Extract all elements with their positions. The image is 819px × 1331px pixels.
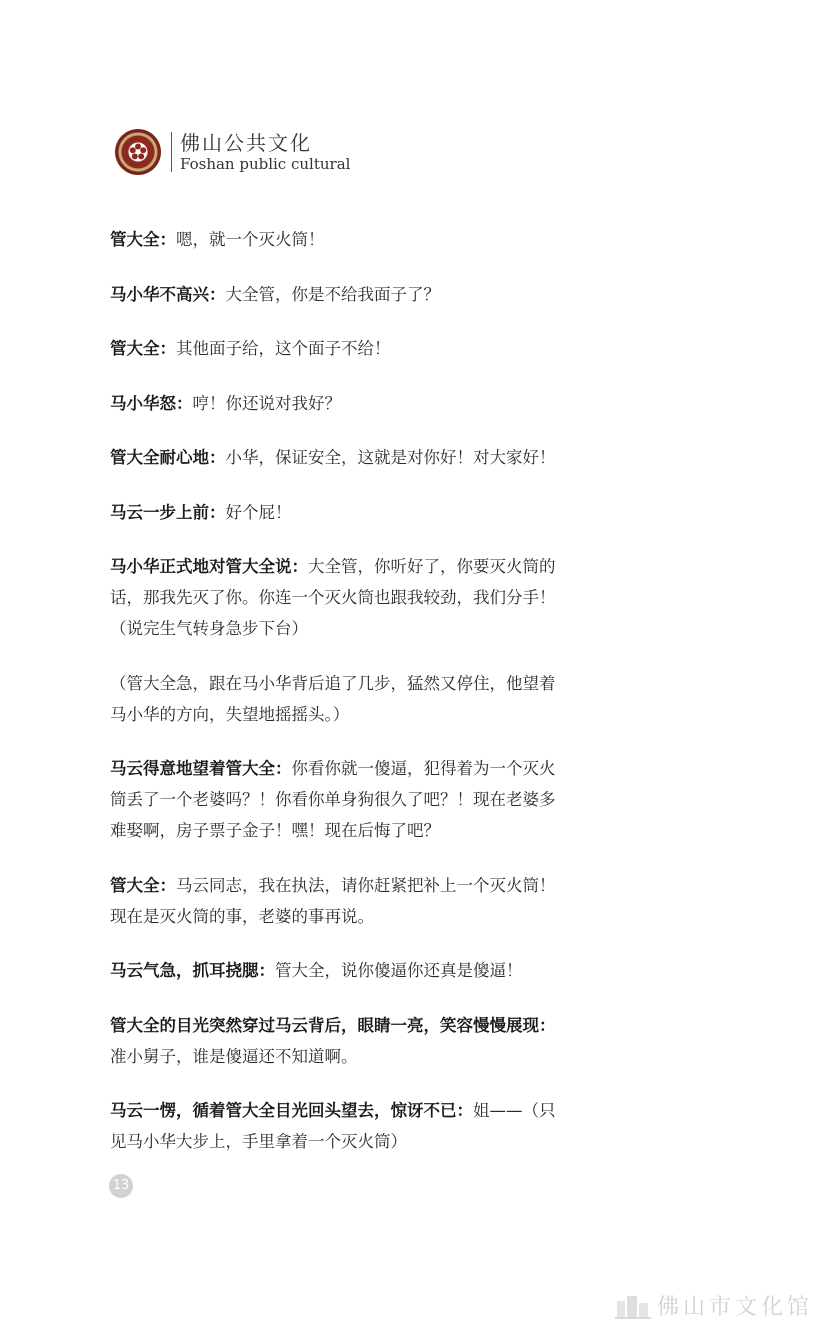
brand-text [180, 131, 350, 173]
dialogue-text: 哼！你还说对我好？ [192, 393, 341, 413]
watermark-text: 佛山市文化馆 [656, 1295, 813, 1320]
paragraph [110, 388, 565, 419]
speaker-cue: 马云一愣，循着管大全目光回头望去，惊讶不已： [110, 1101, 473, 1120]
speaker-cue: 马小华正式地对管大全说： [110, 557, 308, 576]
paragraph [110, 955, 565, 986]
paragraph [110, 551, 565, 644]
paragraph [110, 442, 565, 473]
speaker-cue: 管大全： [110, 339, 176, 358]
dialogue-text: 大全管，你是不给我面子了？ [225, 284, 440, 304]
header [115, 128, 350, 176]
dialogue-text: 嗯，就一个灭火筒！ [176, 230, 325, 249]
stage-direction [110, 668, 565, 730]
paragraph [110, 1095, 565, 1157]
dialogue-text: 准小舅子，谁是傻逼还不知道啊。 [110, 1046, 358, 1066]
speaker-cue: 管大全： [110, 230, 176, 249]
speaker-cue: 管大全： [110, 875, 176, 895]
brand-title-cn: 佛山公共文化 [180, 131, 312, 155]
dialogue-text: 马云同志，我在执法，请你赶紧把补上一个灭火筒！现在是灭火筒的事，老婆的事再说。 [110, 875, 556, 926]
paragraph [110, 870, 565, 932]
speaker-cue: 管大全的目光突然穿过马云背后，眼睛一亮，笑容慢慢展现： [110, 1015, 556, 1035]
paragraph [110, 279, 565, 310]
dialogue-text: 好个屁！ [225, 502, 292, 522]
dialogue-text: 大全管，你听好了，你要灭火筒的话，那我先灭了你。你连一个灭火筒也跟我较劲，我们分手！（说完生气转身急步下台） [110, 557, 556, 638]
speaker-cue: 马云一步上前： [110, 502, 226, 522]
dialogue-text: 姐——（只见马小华大步上，手里拿着一个灭火筒） [110, 1101, 556, 1151]
watermark [615, 1290, 813, 1321]
dialogue-text: 其他面子给，这个面子不给！ [176, 339, 391, 358]
paragraph [110, 333, 565, 364]
paragraph [110, 1010, 565, 1072]
speaker-cue: 马云得意地望着管大全： [110, 759, 292, 778]
speaker-cue: 马小华怒： [110, 393, 193, 413]
speaker-cue: 马云气急，抓耳挠腮： [110, 961, 275, 980]
header-divider [171, 132, 172, 172]
paragraph [110, 224, 565, 255]
script-text [110, 224, 565, 1181]
speaker-cue: 管大全耐心地： [110, 448, 226, 467]
dialogue-text: （管大全急，跟在马小华背后追了几步，猛然又停住，他望着马小华的方向，失望地摇摇头。） [110, 673, 556, 724]
paragraph [110, 497, 565, 528]
brand-title-en: Foshan public cultural [180, 155, 351, 173]
dialogue-text: 管大全，说你傻逼你还真是傻逼！ [275, 961, 523, 980]
dialogue-text: 你看你就一傻逼，犯得着为一个灭火筒丢了一个老婆吗？！你看你单身狗很久了吧？！现在老婆多难娶啊，房子票子金子！嘿！现在后悔了吧？ [110, 759, 556, 840]
dialogue-text: 小华，保证安全，这就是对你好！对大家好！ [225, 448, 556, 467]
building-watermark-icon [615, 1293, 651, 1319]
foshan-culture-logo-icon [115, 129, 161, 175]
speaker-cue: 马小华不高兴： [110, 284, 226, 304]
paragraph [110, 753, 565, 846]
page-number-badge: 13 [109, 1174, 133, 1198]
